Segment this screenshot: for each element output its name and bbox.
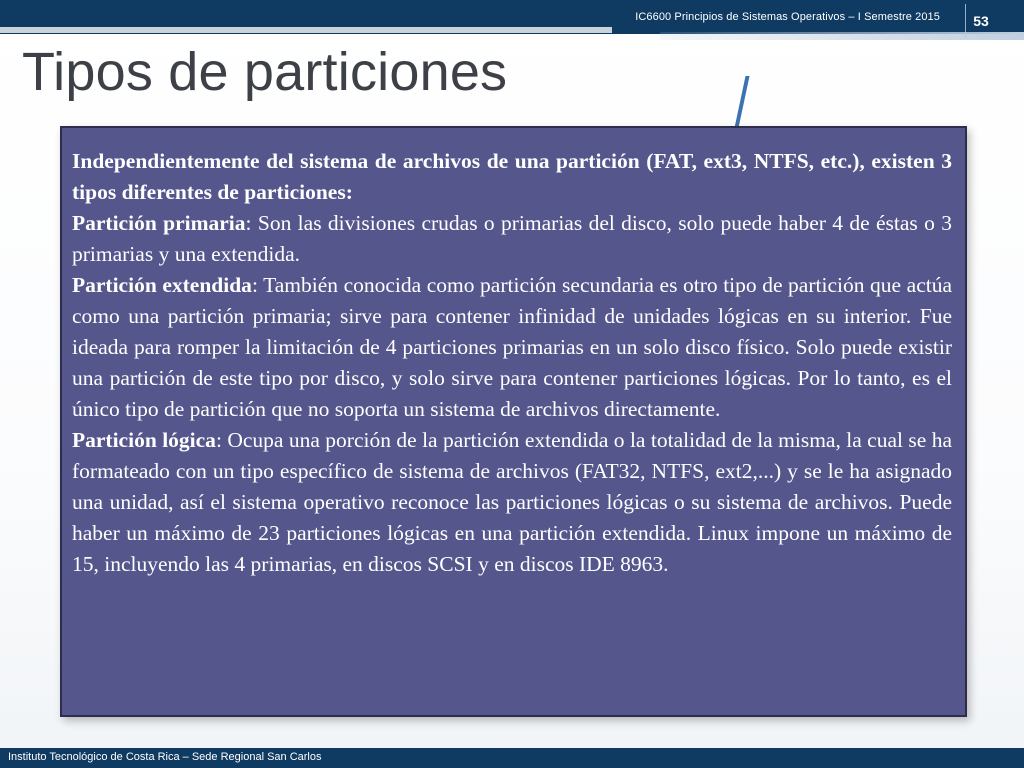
item-paragraph-primary [72,208,952,270]
item-paragraph-logical [72,425,952,580]
term-extended: Partición extendida [72,273,252,297]
definition-logical: : Ocupa una porción de la partición extendida o la totalidad de la misma, la cual se ha formateado con un tipo específico de sistema de archivos (FAT32, NTFS, ext2,...) y se le ha asignado una unidad, así el sistema operativo reconoce las particiones lógicas o su sistema de archivos. Puede haber un máximo de 23 particiones lógicas en una partición extendida. Linux impone un máximo de 15, incluyendo las 4 primarias, en discos SCSI y en discos IDE 8963. [72,428,952,576]
slide-title: Tipos de particiones [22,42,508,102]
course-header: IC6600 Principios de Sistemas Operativos – I Semestre 2015 [635,11,940,23]
footer-institution: Instituto Tecnológico de Costa Rica – Sede Regional San Carlos [8,751,322,763]
term-logical: Partición lógica [72,428,216,452]
header-accent-line [0,27,612,33]
slash-accent [734,76,749,128]
definition-primary: : Son las divisiones crudas o primarias del disco, solo puede haber 4 de éstas o 3 primarias y una extendida. [72,211,952,266]
definition-extended: : También conocida como partición secundaria es otro tipo de partición que actúa como una partición primaria; sirve para contener infinidad de unidades lógicas en su interior. Fue ideada para romper la limitación de 4 particiones primarias en un solo disco físico. Solo puede existir una partición de este tipo por disco, y solo sirve para contener particiones lógicas. Por lo tanto, es el único tipo de partición que no soporta un sistema de archivos directamente. [72,273,952,421]
content-box [60,126,967,717]
term-primary: Partición primaria [72,211,246,235]
slide-number: 53 [965,4,996,38]
title-accent-bar [660,32,1024,40]
content-text-area [72,146,952,580]
intro-paragraph: Independientemente del sistema de archivos de una partición (FAT, ext3, NTFS, etc.), existen 3 tipos diferentes de particiones: [72,149,952,204]
item-paragraph-extended [72,270,952,425]
